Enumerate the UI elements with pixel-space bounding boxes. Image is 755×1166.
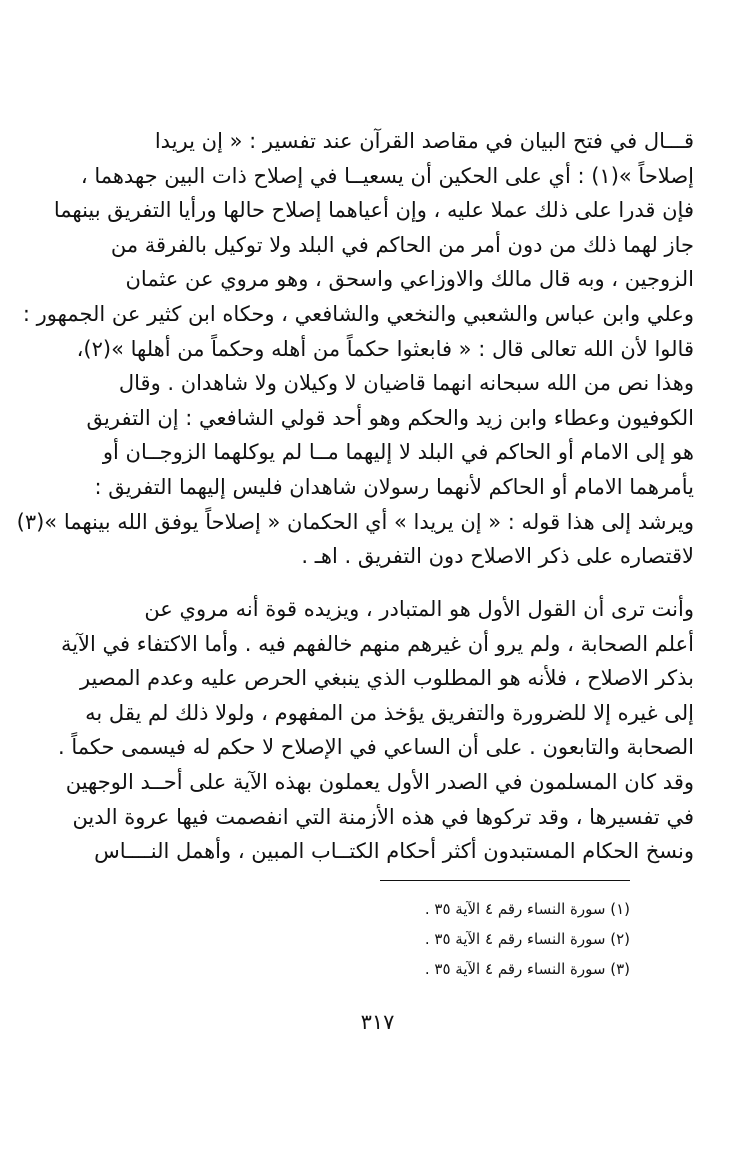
text-line: هو إلى الامام أو الحاكم في البلد لا إليهما مــا لم يوكلهما الزوجــان أو bbox=[102, 440, 694, 465]
text-line: قالوا لأن الله تعالى قال : « فابعثوا حكماً من أهله وحكماً من أهلها »(٢)، bbox=[76, 336, 694, 361]
footnote-3: (٣) سورة النساء رقم ٤ الآية ٣٥ . bbox=[424, 960, 630, 978]
text-line: إصلاحاً »(١) : أي على الحكين أن يسعيــا في إصلاح ذات البين جهدهما ، bbox=[80, 163, 694, 188]
text-line: قـــال في فتح البيان في مقاصد القرآن عند تفسير : « إن يريدا bbox=[154, 129, 694, 153]
paragraph-2 bbox=[58, 592, 694, 869]
footnote-divider bbox=[380, 880, 630, 881]
text-line: أعلم الصحابة ، ولم يرو أن غيرهم منهم خالفهم فيه . وأما الاكتفاء في الآية bbox=[60, 631, 694, 656]
text-line: يأمرهما الامام أو الحاكم لأنهما رسولان شاهدان فليس إليهما التفريق : bbox=[94, 474, 694, 499]
text-line: وهذا نص من الله سبحانه انهما قاضيان لا وكيلان ولا شاهدان . وقال bbox=[118, 371, 694, 396]
text-line: جاز لهما ذلك من دون أمر من الحاكم في البلد ولا توكيل بالفرقة من bbox=[110, 232, 694, 257]
text-line: الكوفيون وعطاء وابن زيد والحكم وهو أحد قولي الشافعي : إن التفريق bbox=[86, 405, 694, 430]
text-line: فإن قدرا على ذلك عملا عليه ، وإن أعياهما إصلاح حالها ورأيا التفريق بينهما bbox=[53, 198, 694, 223]
text-line: لاقتصاره على ذكر الاصلاح دون التفريق . اهـ . bbox=[301, 544, 694, 569]
text-line: وقد كان المسلمون في الصدر الأول يعملون بهذه الآية على أحــد الوجهين bbox=[65, 769, 694, 794]
footnote-2: (٢) سورة النساء رقم ٤ الآية ٣٥ . bbox=[424, 930, 630, 948]
text-line: الصحابة والتابعون . على أن الساعي في الإصلاح لا حكم له فيسمى حكماً . bbox=[58, 735, 694, 760]
text-line: بذكر الاصلاح ، فلأنه هو المطلوب الذي ينبغي الحرص عليه وعدم المصير bbox=[79, 666, 694, 691]
text-line: ويرشد إلى هذا قوله : « إن يريدا » أي الحكمان « إصلاحاً يوفق الله بينهما »(٣) bbox=[16, 509, 694, 534]
page-number: ٣١٧ bbox=[360, 1010, 395, 1034]
text-line: في تفسيرها ، وقد تركوها في هذه الأزمنة التي انفصمت فيها عروة الدين bbox=[72, 804, 694, 829]
footnotes bbox=[330, 894, 630, 984]
text-line: ونسخ الحكام المستبدون أكثر أحكام الكتــاب المبين ، وأهمل النــــاس bbox=[94, 839, 694, 864]
text-line: إلى غيره إلا للضرورة والتفريق يؤخذ من المفهوم ، ولولا ذلك لم يقل به bbox=[85, 700, 694, 725]
paragraph-1 bbox=[16, 124, 694, 574]
footnote-1: (١) سورة النساء رقم ٤ الآية ٣٥ . bbox=[424, 900, 630, 918]
text-line: وأنت ترى أن القول الأول هو المتبادر ، ويزيده قوة أنه مروي عن bbox=[144, 597, 694, 621]
text-line: الزوجين ، وبه قال مالك والاوزاعي واسحق ، وهو مروي عن عثمان bbox=[125, 267, 694, 292]
text-line: وعلي وابن عباس والشعبي والنخعي والشافعي ، وحكاه ابن كثير عن الجمهور : bbox=[22, 301, 694, 326]
